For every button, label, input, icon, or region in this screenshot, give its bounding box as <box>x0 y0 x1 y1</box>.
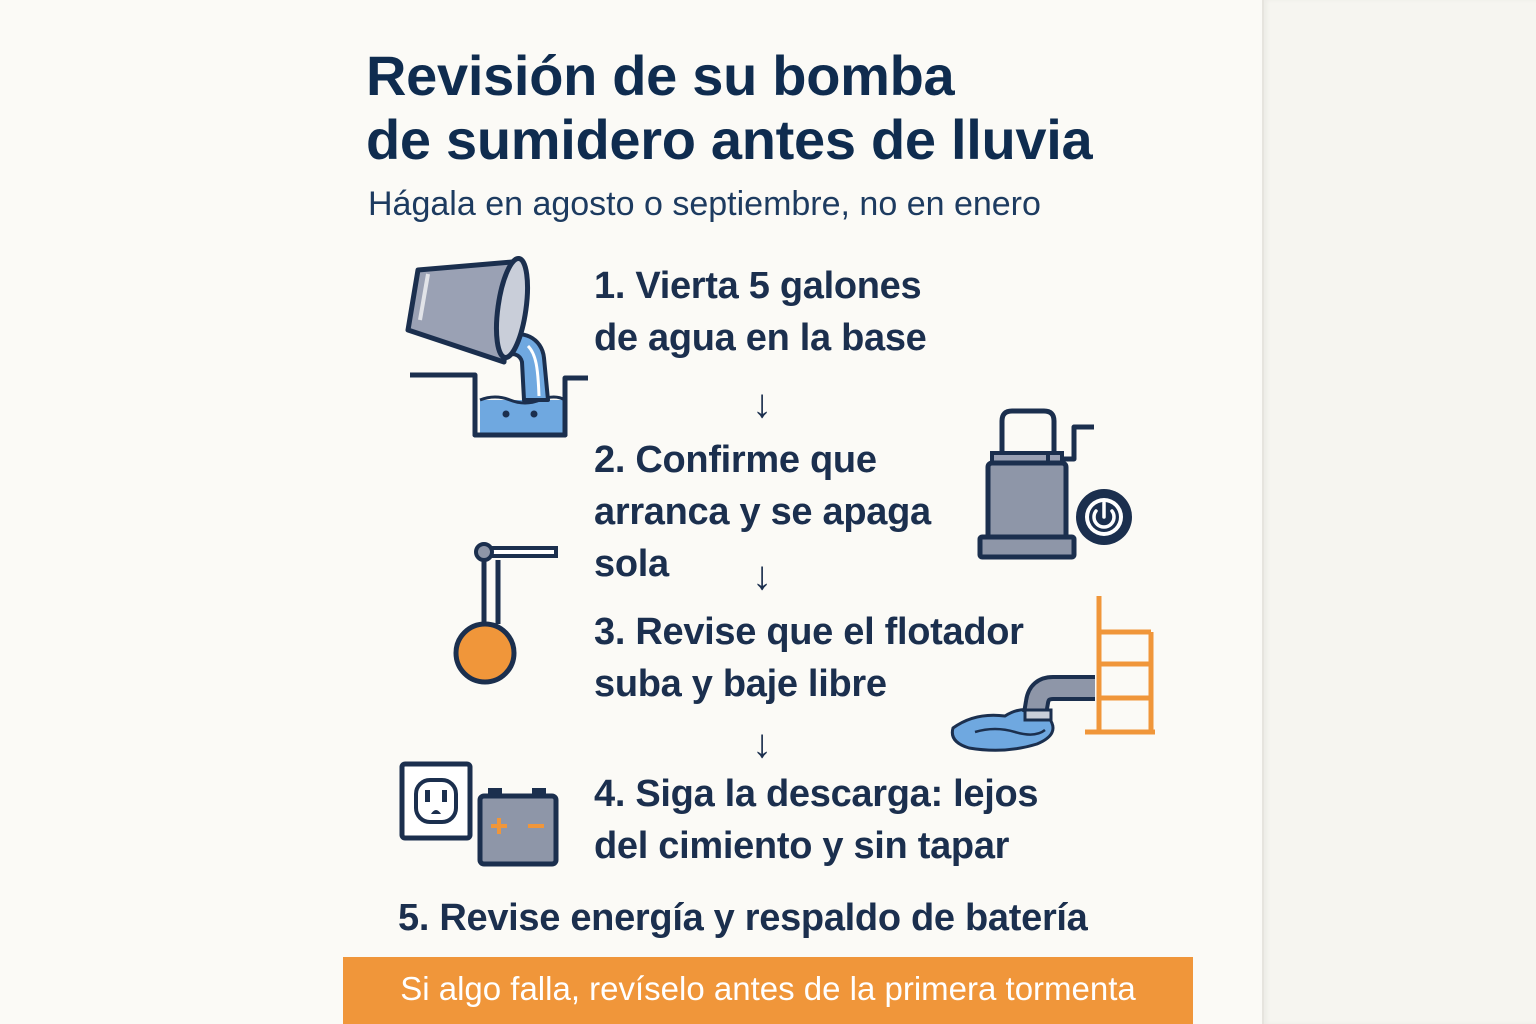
arrow-down-icon: ↓ <box>752 722 772 766</box>
step-5-text <box>398 892 1088 944</box>
sump-pump-power-icon <box>972 405 1142 565</box>
page-margin <box>1262 0 1536 1024</box>
step-5-line-1: 5. Revise energía y respaldo de batería <box>398 897 1088 939</box>
outlet-battery-icon <box>398 760 563 870</box>
step-4-line-2: del cimiento y sin tapar <box>594 825 1010 867</box>
float-switch-icon <box>448 538 564 688</box>
page-title <box>366 44 1092 172</box>
step-2-line-1: 2. Confirme que <box>594 439 877 481</box>
step-4-text <box>594 768 1038 872</box>
warning-banner: Si algo falla, revíselo antes de la primera tormenta <box>343 957 1193 1024</box>
arrow-down-icon: ↓ <box>752 382 772 426</box>
discharge-pipe-icon <box>945 592 1160 757</box>
step-1-text <box>594 260 927 364</box>
step-3-line-1: 3. Revise que el flotador <box>594 611 1024 653</box>
title-line-2: de sumidero antes de lluvia <box>366 108 1093 171</box>
step-2-line-3: sola <box>594 543 669 585</box>
bucket-pouring-water-icon <box>400 250 600 445</box>
step-1-line-2: de agua en la base <box>594 317 927 359</box>
title-line-1: Revisión de su bomba <box>366 44 955 107</box>
step-4-line-1: 4. Siga la descarga: lejos <box>594 773 1039 815</box>
arrow-down-icon: ↓ <box>752 554 772 598</box>
step-3-line-2: suba y baje libre <box>594 663 887 705</box>
step-2-line-2: arranca y se apaga <box>594 491 931 533</box>
page-subtitle: Hágala en agosto o septiembre, no en enero <box>368 185 1041 223</box>
step-1-line-1: 1. Vierta 5 galones <box>594 265 922 307</box>
